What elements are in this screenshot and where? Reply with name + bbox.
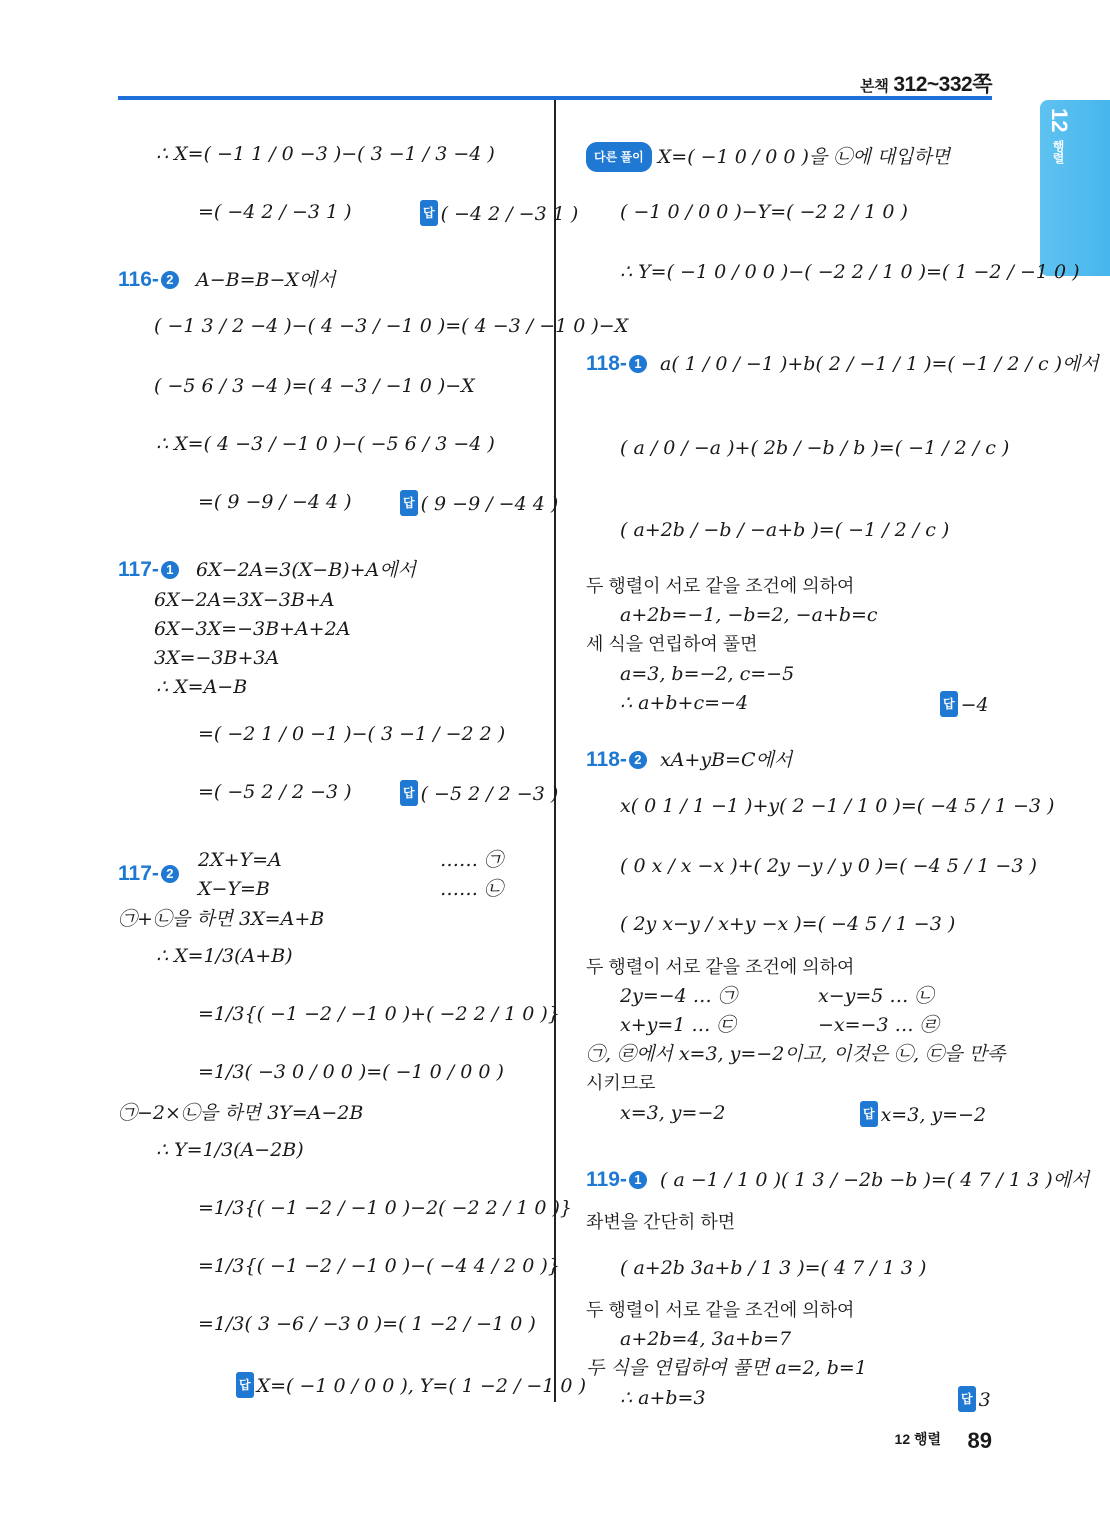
line: =1/3( 3 −6 / −3 0 )=( 1 −2 / −1 0 ) — [198, 1313, 536, 1335]
answer-line — [400, 780, 558, 806]
problem-number: 118- — [586, 748, 627, 771]
line: −x=−3 … ㉣ — [818, 1014, 939, 1036]
line: ∴ Y=1/3(A−2B) — [156, 1139, 304, 1161]
line: ∴ a+b=3 — [620, 1387, 706, 1409]
problem-level-icon: 2 — [161, 865, 179, 883]
answer-value: −4 — [960, 694, 989, 716]
line: =( −2 1 / 0 −1 )−( 3 −1 / −2 2 ) — [198, 723, 506, 745]
line: =1/3{( −1 −2 / −1 0 )−( −4 4 / 2 0 )} — [198, 1255, 560, 1277]
problem-level-icon: 2 — [629, 751, 647, 769]
chapter-tab — [1040, 100, 1110, 276]
line: =( 9 −9 / −4 4 ) — [198, 491, 352, 513]
answer-line — [860, 1101, 986, 1127]
line: ∴ X=( 4 −3 / −1 0 )−( −5 6 / 3 −4 ) — [156, 433, 495, 455]
line: =( −5 2 / 2 −3 ) — [198, 781, 352, 803]
footer-chapter: 12 행렬 — [894, 1431, 942, 1447]
line: 6X−2A=3(X−B)+A에서 — [196, 559, 416, 581]
problem-label — [118, 268, 179, 292]
line: ( −1 3 / 2 −4 )−( 4 −3 / −1 0 )=( 4 −3 / −1 0 )−X — [154, 315, 629, 337]
line: =1/3{( −1 −2 / −1 0 )−2( −2 2 / 1 0 )} — [198, 1197, 572, 1219]
line: ( a+2b 3a+b / 1 3 )=( 4 7 / 1 3 ) — [620, 1257, 927, 1279]
page-header — [860, 68, 992, 98]
line: a+2b=4, 3a+b=7 — [620, 1328, 792, 1350]
line: 두 행렬이 서로 같을 조건에 의하여 — [586, 957, 855, 977]
line: …… ㉡ — [440, 878, 504, 900]
answer-line — [958, 1386, 991, 1412]
line: 두 행렬이 서로 같을 조건에 의하여 — [586, 576, 855, 596]
line: 3X=−3B+3A — [154, 647, 280, 669]
problem-level-icon: 1 — [629, 1171, 647, 1189]
line: =1/3{( −1 −2 / −1 0 )+( −2 2 / 1 0 )} — [198, 1003, 560, 1025]
problem-label — [118, 862, 179, 886]
answer-line — [400, 490, 558, 516]
header-pages: 312~332쪽 — [893, 73, 992, 96]
line: ( 2y x−y / x+y −x )=( −4 5 / 1 −3 ) — [620, 913, 956, 935]
line: 시키므로 — [586, 1073, 656, 1093]
line: ( a −1 / 1 0 )( 1 3 / −2b −b )=( 4 7 / 1 3 )에서 — [660, 1169, 1090, 1191]
line: a=3, b=−2, c=−5 — [620, 663, 795, 685]
line: ∴ X=1/3(A+B) — [156, 945, 293, 967]
line: =( −4 2 / −3 1 ) — [198, 201, 352, 223]
chapter-tab-label: 행렬 — [1051, 140, 1065, 164]
line: …… ㉠ — [440, 849, 504, 871]
line: xA+yB=C에서 — [660, 749, 793, 771]
answer-line — [940, 691, 989, 717]
line: a( 1 / 0 / −1 )+b( 2 / −1 / 1 )=( −1 / 2 / c )에서 — [660, 353, 1099, 375]
line: a+2b=−1, −b=2, −a+b=c — [620, 604, 878, 626]
answer-value: ( 9 −9 / −4 4 ) — [420, 493, 559, 515]
page-footer — [895, 1428, 992, 1454]
answer-line — [236, 1372, 586, 1398]
line: 6X−3X=−3B+A+2A — [154, 618, 351, 640]
alt-solution-badge: 다른 풀이 — [586, 142, 652, 172]
answer-mark-icon: 답 — [958, 1386, 976, 1412]
line: ∴ X=A−B — [156, 676, 248, 698]
answer-value: ( −5 2 / 2 −3 ) — [420, 783, 559, 805]
line: x( 0 1 / 1 −1 )+y( 2 −1 / 1 0 )=( −4 5 / 1 −3 ) — [620, 795, 1055, 817]
line: ( −1 0 / 0 0 )−Y=( −2 2 / 1 0 ) — [620, 201, 908, 223]
answer-mark-icon: 답 — [236, 1372, 254, 1398]
answer-mark-icon: 답 — [940, 691, 958, 717]
problem-number: 116- — [118, 268, 159, 291]
line: 세 식을 연립하여 풀면 — [586, 634, 758, 654]
problem-level-icon: 1 — [629, 355, 647, 373]
line: 2X+Y=A — [198, 849, 282, 871]
line: 두 식을 연립하여 풀면 a=2, b=1 — [586, 1357, 867, 1379]
answer-value: X=( −1 0 / 0 0 ), Y=( 1 −2 / −1 0 ) — [256, 1375, 586, 1397]
header-book: 본책 — [859, 78, 889, 95]
line: ∴ X=( −1 1 / 0 −3 )−( 3 −1 / 3 −4 ) — [156, 143, 495, 165]
line: ( a / 0 / −a )+( 2b / −b / b )=( −1 / 2 / c ) — [620, 437, 1010, 459]
line: ∴ a+b+c=−4 — [620, 692, 749, 714]
problem-number: 119- — [586, 1168, 627, 1191]
answer-value: x=3, y=−2 — [880, 1104, 987, 1126]
line: ( a+2b / −b / −a+b )=( −1 / 2 / c ) — [620, 519, 950, 541]
chapter-tab-number: 12 — [1047, 108, 1072, 133]
problem-label — [586, 748, 647, 772]
line: ㉠−2×㉡을 하면 3Y=A−2B — [118, 1102, 364, 1124]
line: x+y=1 … ㉢ — [620, 1014, 736, 1036]
answer-mark-icon: 답 — [400, 490, 418, 516]
line: ( −5 6 / 3 −4 )=( 4 −3 / −1 0 )−X — [154, 375, 475, 397]
problem-label — [118, 558, 179, 582]
line: X=( −1 0 / 0 0 )을 ㉡에 대입하면 — [657, 146, 951, 168]
line: 6X−2A=3X−3B+A — [154, 589, 335, 611]
answer-mark-icon: 답 — [860, 1101, 878, 1127]
problem-level-icon: 2 — [161, 271, 179, 289]
answer-line — [420, 200, 578, 226]
line: X−Y=B — [198, 878, 270, 900]
line: A−B=B−X에서 — [196, 269, 336, 291]
answer-value: ( −4 2 / −3 1 ) — [440, 203, 579, 225]
line: ㉠, ㉣에서 x=3, y=−2이고, 이것은 ㉡, ㉢을 만족 — [586, 1043, 1006, 1065]
line: ( 0 x / x −x )+( 2y −y / y 0 )=( −4 5 / 1 −3 ) — [620, 855, 1037, 877]
problem-level-icon: 1 — [161, 561, 179, 579]
alt-solution-line — [586, 142, 950, 172]
line: 2y=−4 … ㉠ — [620, 985, 737, 1007]
problem-number: 118- — [586, 352, 627, 375]
line: ㉠+㉡을 하면 3X=A+B — [118, 908, 325, 930]
answer-value: 3 — [978, 1389, 991, 1411]
problem-label — [586, 352, 647, 376]
line: x−y=5 … ㉡ — [818, 985, 934, 1007]
line: x=3, y=−2 — [620, 1102, 726, 1124]
line: =1/3( −3 0 / 0 0 )=( −1 0 / 0 0 ) — [198, 1061, 504, 1083]
line: 좌변을 간단히 하면 — [586, 1212, 736, 1232]
line: ∴ Y=( −1 0 / 0 0 )−( −2 2 / 1 0 )=( 1 −2 / −1 0 ) — [620, 261, 1080, 283]
answer-mark-icon: 답 — [420, 200, 438, 226]
problem-number: 117- — [118, 558, 159, 581]
answer-mark-icon: 답 — [400, 780, 418, 806]
line: 두 행렬이 서로 같을 조건에 의하여 — [586, 1300, 855, 1320]
problem-label — [586, 1168, 647, 1192]
page-number: 89 — [967, 1428, 992, 1453]
problem-number: 117- — [118, 862, 159, 885]
